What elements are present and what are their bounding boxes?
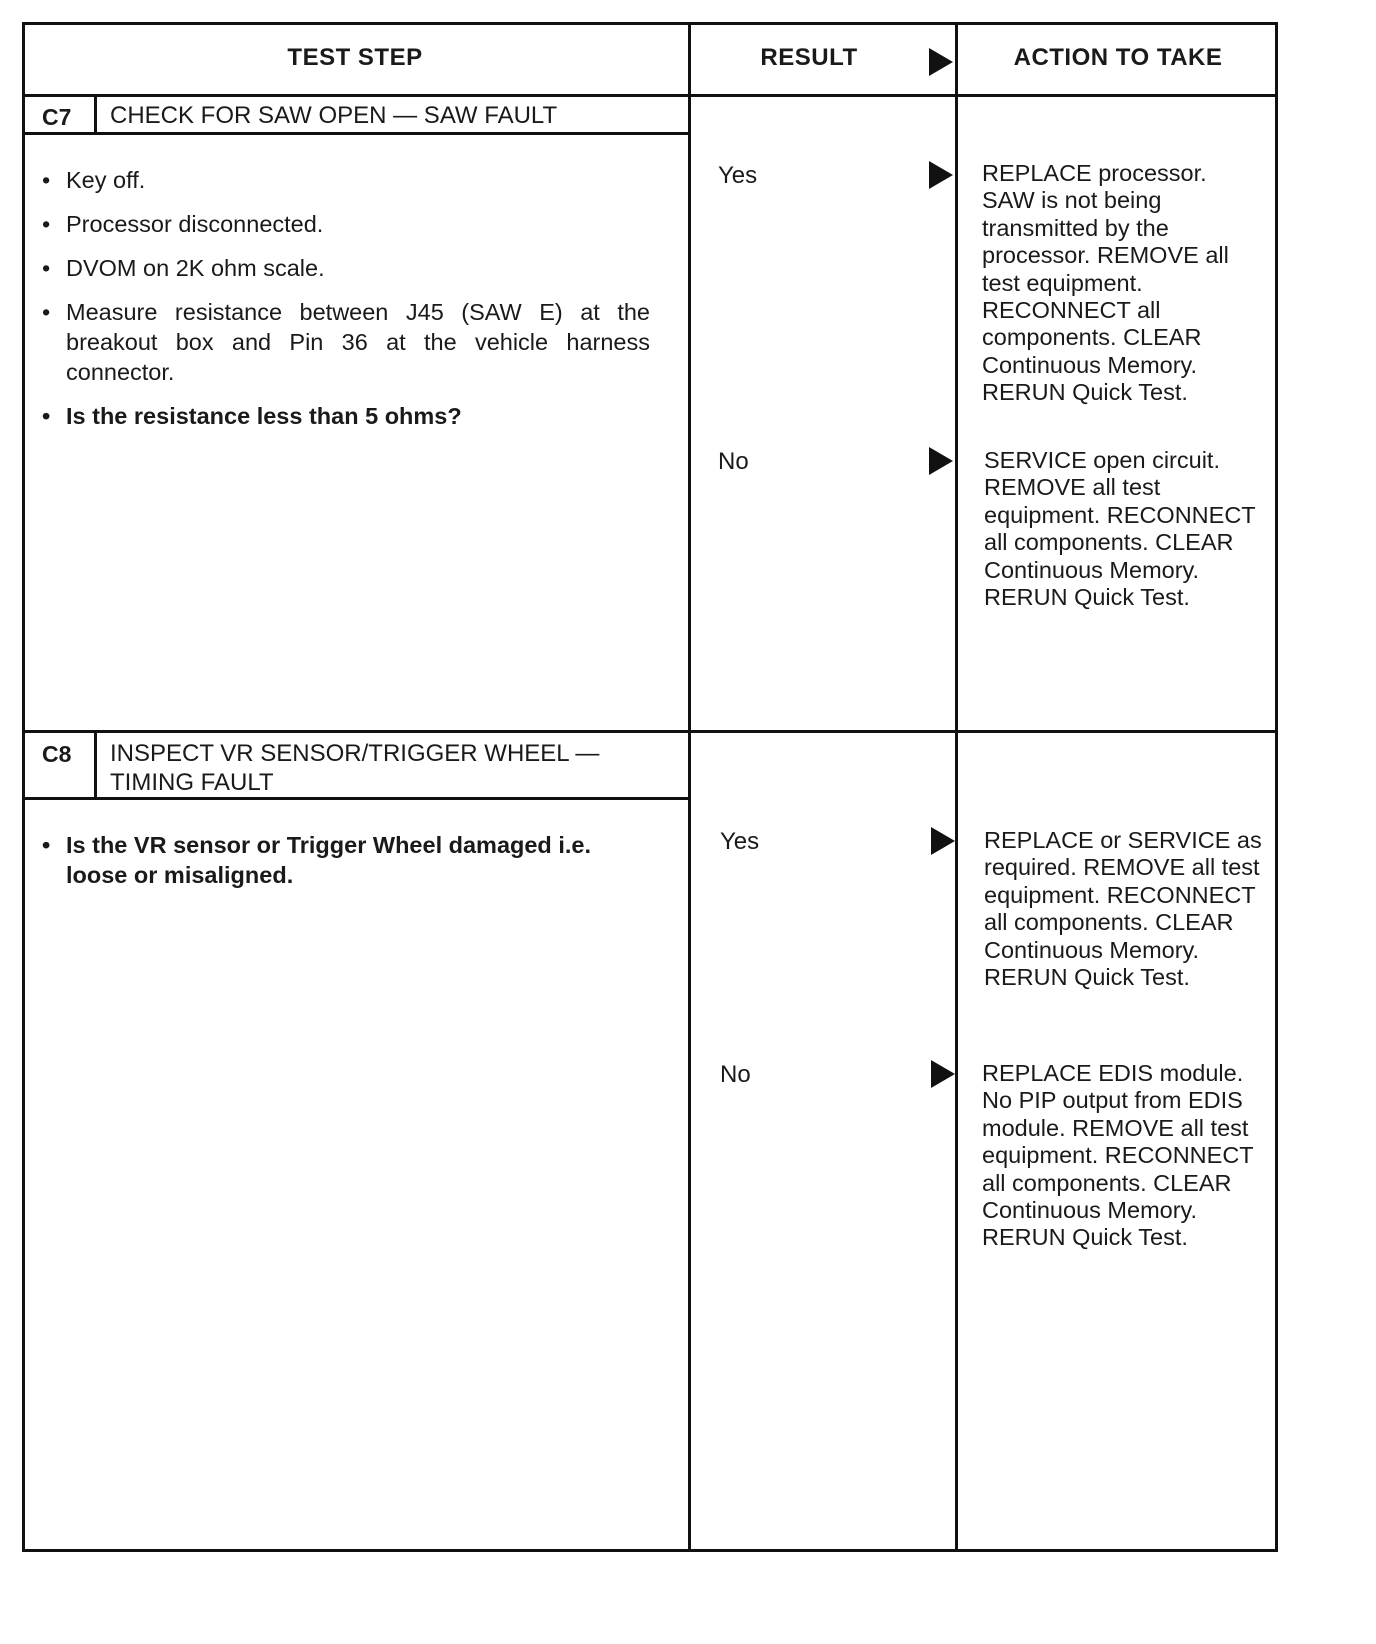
c8-title-underline xyxy=(22,797,688,800)
c7-bullet-list xyxy=(42,165,650,445)
c7-result-yes: Yes xyxy=(718,162,758,189)
row-divider-c7-c8 xyxy=(22,730,1278,733)
c8-id-divider xyxy=(94,733,97,799)
c8-no-arrow-icon xyxy=(931,1060,955,1088)
c7-yes-arrow-icon xyxy=(929,161,953,189)
header-result xyxy=(691,22,955,94)
step-id-c7: C7 xyxy=(42,104,72,130)
header-result-label: RESULT xyxy=(760,44,858,71)
c8-question: • Is the VR sensor or Trigger Wheel damaged i.e. loose or misaligned. xyxy=(42,830,642,890)
header-divider xyxy=(22,94,1278,97)
step-id-c8: C8 xyxy=(42,741,72,767)
c8-action-yes: REPLACE or SERVICE as required. REMOVE all test equipment. RECONNECT all components. CLEAR Continuous Memory. RERUN Quick Test. xyxy=(984,827,1262,991)
c7-no-arrow-icon xyxy=(929,447,953,475)
c8-yes-arrow-icon xyxy=(931,827,955,855)
step-title-c8: INSPECT VR SENSOR/TRIGGER WHEEL — TIMING FAULT xyxy=(110,740,600,796)
c8-bullet-list xyxy=(42,830,642,904)
c7-bullet-4: • Measure resistance between J45 (SAW E) at the breakout box and Pin 36 at the vehicle harness connector. xyxy=(42,297,650,387)
c7-title-underline xyxy=(22,132,688,135)
header-test-step xyxy=(22,22,688,94)
header-test-step-label: TEST STEP xyxy=(287,44,423,71)
c7-bullet-1: • Key off. xyxy=(42,165,650,195)
c7-bullet-2: • Processor disconnected. xyxy=(42,209,650,239)
c7-question: • Is the resistance less than 5 ohms? xyxy=(42,401,650,431)
step-title-c7: CHECK FOR SAW OPEN — SAW FAULT xyxy=(110,102,558,129)
header-result-arrow-icon xyxy=(929,48,953,76)
c7-bullet-3: • DVOM on 2K ohm scale. xyxy=(42,253,650,283)
c8-action-no: REPLACE EDIS module. No PIP output from EDIS module. REMOVE all test equipment. RECONNECT all components. CLEAR Continuous Memory. RERUN Quick Test. xyxy=(982,1060,1254,1251)
header-action-label: ACTION TO TAKE xyxy=(1013,44,1223,71)
c7-result-no: No xyxy=(718,448,749,475)
c7-action-yes: REPLACE processor. SAW is not being transmitted by the processor. REMOVE all test equipment. RECONNECT all components. CLEAR Continuous Memory. RERUN Quick Test. xyxy=(982,160,1229,406)
column-divider-action xyxy=(955,22,958,1552)
c8-result-yes: Yes xyxy=(720,828,760,855)
c7-id-divider xyxy=(94,96,97,134)
c7-action-no: SERVICE open circuit. REMOVE all test equipment. RECONNECT all components. CLEAR Continuous Memory. RERUN Quick Test. xyxy=(984,447,1256,611)
header-action xyxy=(958,22,1278,94)
column-divider-result xyxy=(688,22,691,1552)
c8-result-no: No xyxy=(720,1061,751,1088)
